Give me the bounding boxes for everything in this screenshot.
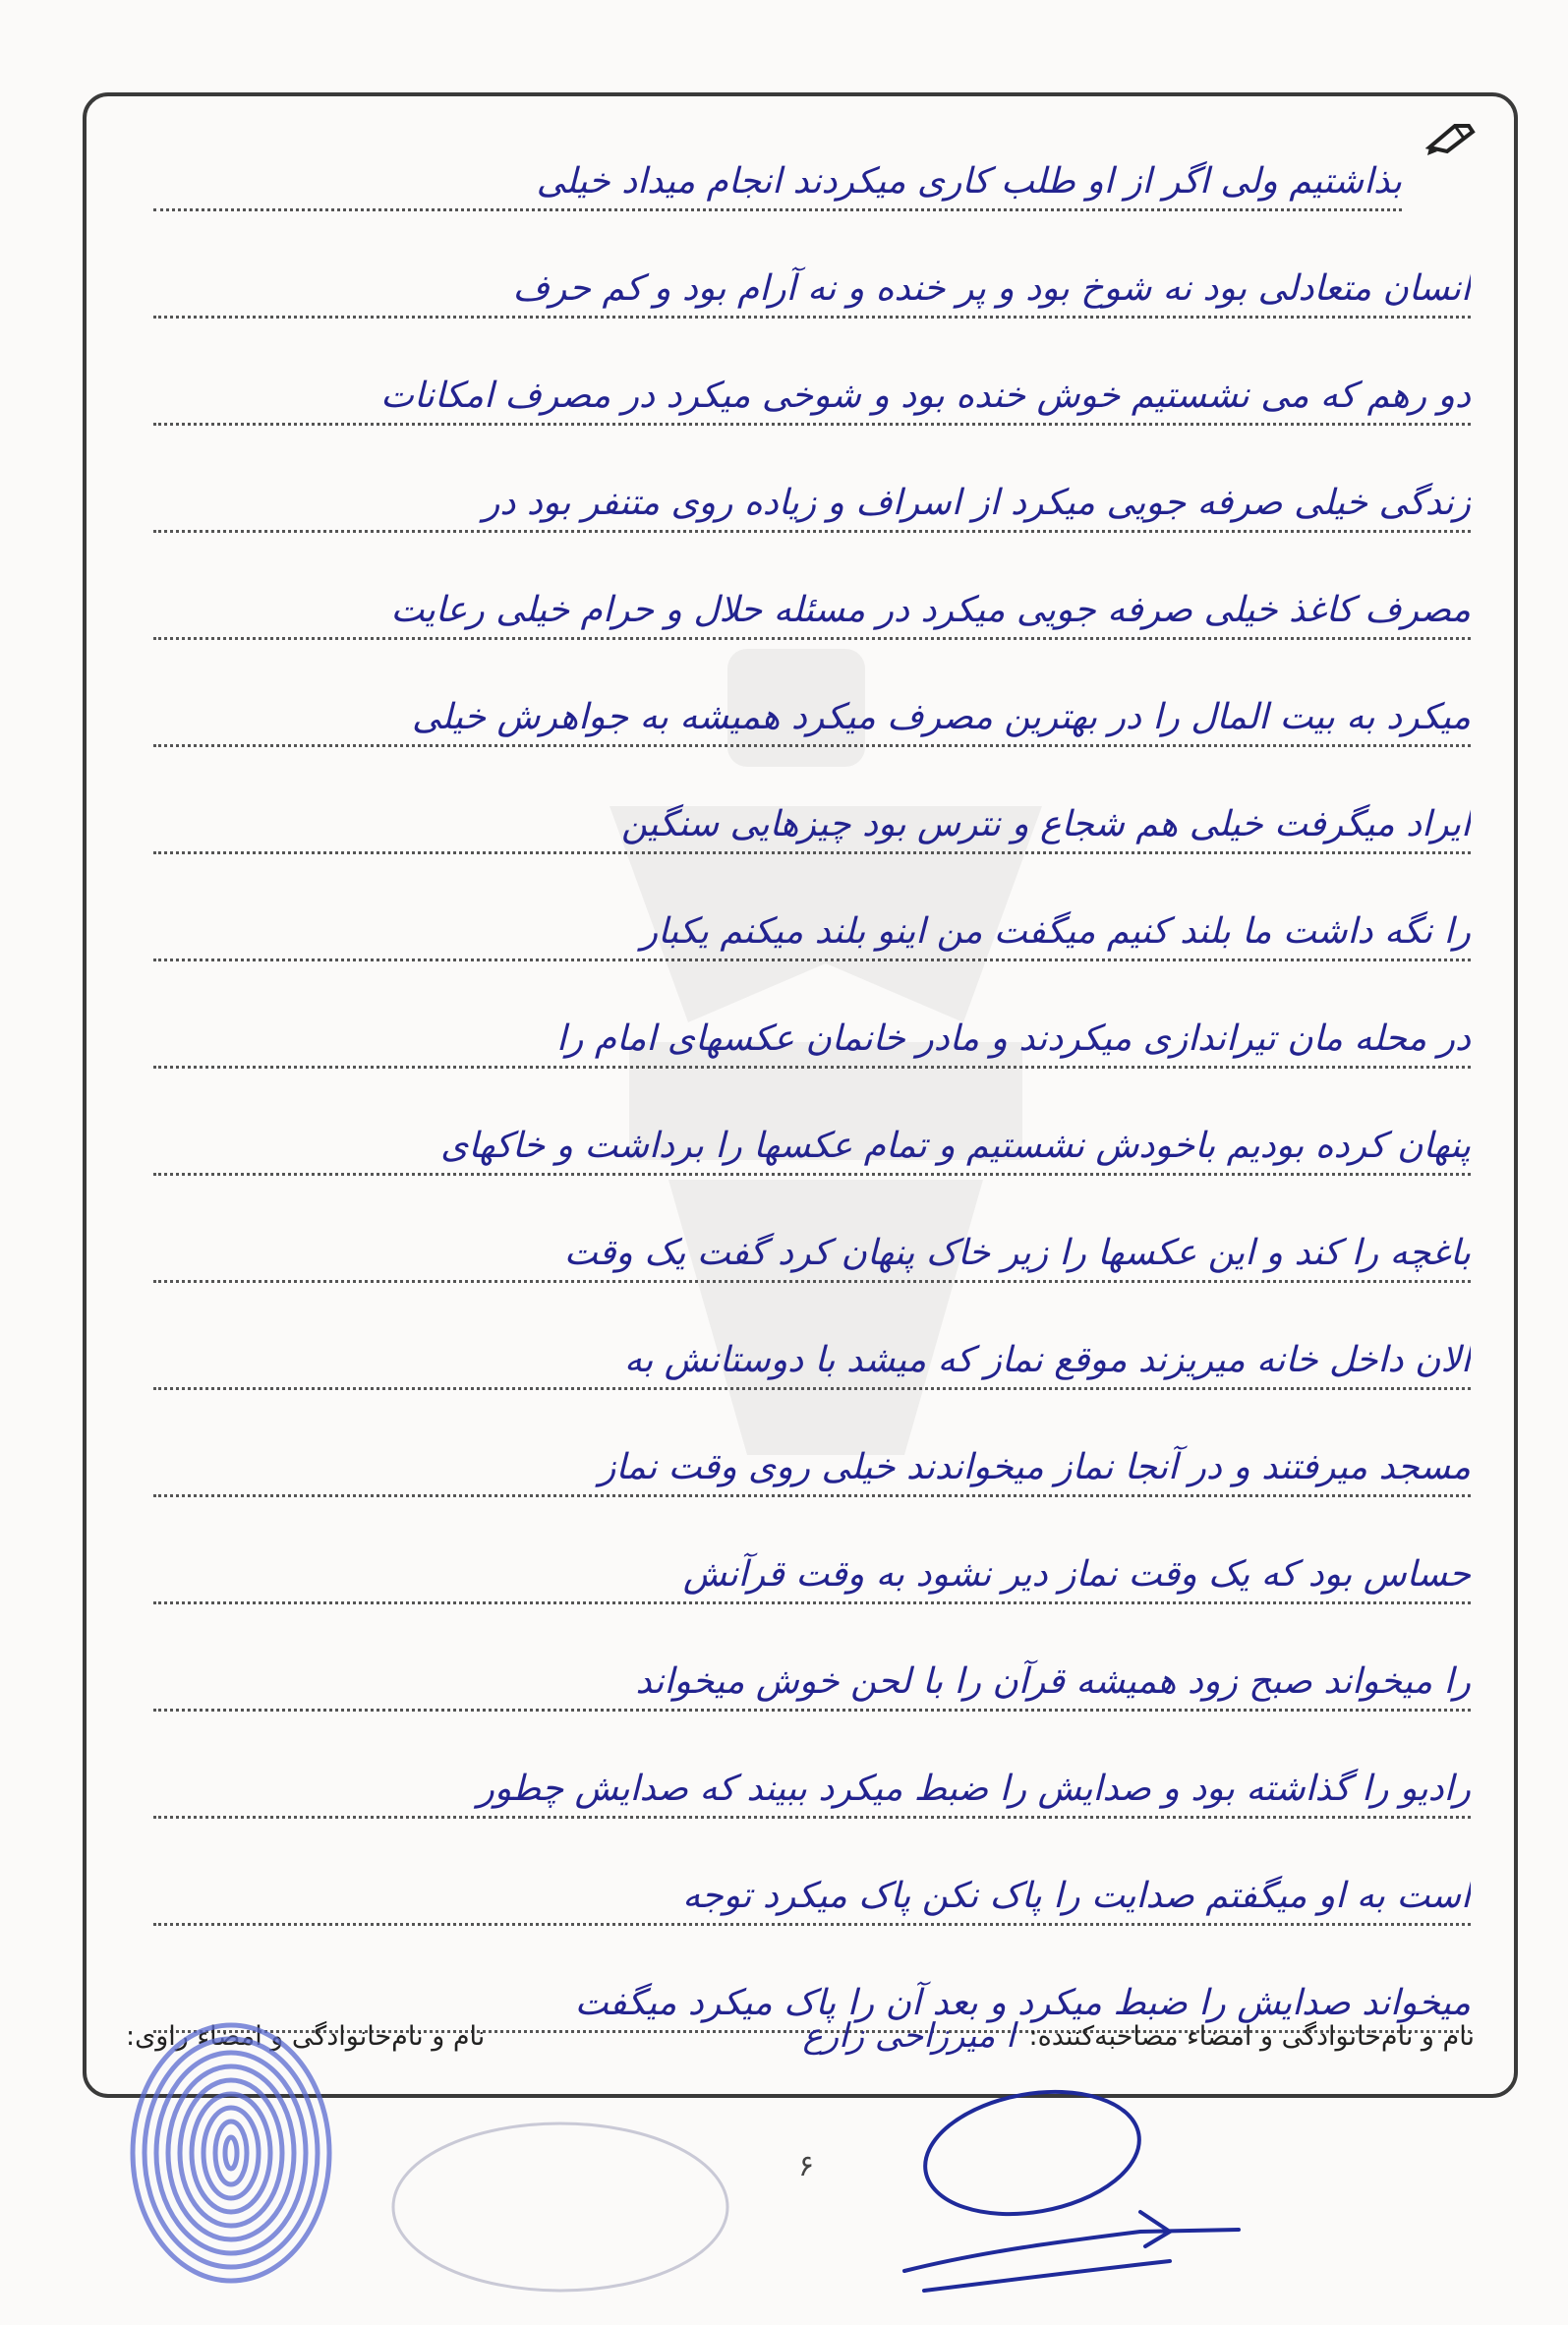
line-text: الان داخل خانه میریزند موقع نماز که میشد با دوستانش به xyxy=(624,1340,1471,1380)
handwritten-line xyxy=(114,126,1471,233)
line-text: میکرد به بیت المال را در بهترین مصرف میکرد همیشه به جواهرش خیلی xyxy=(412,697,1471,737)
line-text: را میخواند صبح زود همیشه قرآن را با لحن خوش میخواند xyxy=(635,1661,1471,1702)
dotted-rule xyxy=(153,1601,1471,1604)
line-text: انسان متعادلی بود نه شوخ بود و پر خنده و نه آرام بود و کم حرف xyxy=(512,268,1471,309)
handwritten-line xyxy=(114,1840,1471,1947)
dotted-rule xyxy=(153,959,1471,961)
dotted-rule xyxy=(153,1066,1471,1069)
dotted-rule xyxy=(153,637,1471,640)
dotted-rule xyxy=(153,1280,1471,1283)
dotted-rule xyxy=(153,1173,1471,1176)
handwritten-line xyxy=(114,769,1471,876)
dotted-rule xyxy=(153,851,1471,854)
dotted-rule xyxy=(153,208,1402,211)
handwritten-line xyxy=(114,447,1471,554)
line-text: میخواند صدایش را ضبط میکرد و بعد آن را پاک میکرد میگفت xyxy=(574,1983,1471,2023)
fingerprint-icon xyxy=(118,2005,344,2291)
dotted-rule xyxy=(153,744,1471,747)
interviewer-label: نام و نام‌خانوادگی و امضاء مصاحبه‌کننده: xyxy=(1028,2020,1475,2052)
line-text: حساس بود که یک وقت نماز دیر نشود به وقت قرآنش xyxy=(682,1554,1471,1595)
handwritten-line xyxy=(114,1305,1471,1412)
handwritten-line xyxy=(114,1626,1471,1733)
line-text: زندگی خیلی صرفه جویی میکرد از اسراف و زیاده روی متنفر بود در xyxy=(482,483,1471,523)
handwritten-line xyxy=(114,554,1471,662)
dotted-rule xyxy=(153,316,1471,319)
handwritten-line xyxy=(114,340,1471,447)
dotted-rule xyxy=(153,1387,1471,1390)
stamp-outline xyxy=(383,2114,737,2300)
handwritten-line xyxy=(114,662,1471,769)
handwritten-line xyxy=(114,1197,1471,1305)
line-text: رادیو را گذاشته بود و صدایش را ضبط میکرد ببیند که صدایش چطور xyxy=(477,1769,1471,1809)
line-text: در محله مان تیراندازی میکردند و مادر خانمان عکسهای امام را xyxy=(555,1018,1471,1059)
dotted-rule xyxy=(153,423,1471,426)
line-text: بذاشتیم ولی اگر از او طلب کاری میکردند انجام میداد خیلی xyxy=(536,161,1402,202)
dotted-rule xyxy=(153,1816,1471,1819)
handwritten-line xyxy=(114,1733,1471,1840)
line-text: پنهان کرده بودیم باخودش نشستیم و تمام عکسها را برداشت و خاکهای xyxy=(440,1126,1471,1166)
interviewer-name: ا میرزاحی زارع xyxy=(802,2016,1016,2056)
interviewer-signature-field xyxy=(802,2016,1475,2056)
handwritten-lines xyxy=(114,126,1471,2055)
handwritten-line xyxy=(114,1412,1471,1519)
dotted-rule xyxy=(153,1709,1471,1712)
line-text: دو رهم که می نشستیم خوش خنده بود و شوخی میکرد در مصرف امکانات xyxy=(380,376,1471,416)
dotted-rule xyxy=(153,1923,1471,1926)
handwritten-line xyxy=(114,233,1471,340)
handwritten-line xyxy=(114,1519,1471,1626)
narrator-label: نام و نام‌خانوادگی و امضاء راوی: xyxy=(126,2020,486,2052)
dotted-rule xyxy=(153,1494,1471,1497)
line-text: ایراد میگرفت خیلی هم شجاع و نترس بود چیزهایی سنگین xyxy=(620,804,1471,844)
handwritten-line xyxy=(114,983,1471,1090)
signature-icon xyxy=(845,2084,1258,2320)
dotted-rule xyxy=(153,530,1471,533)
handwritten-line xyxy=(114,876,1471,983)
handwritten-text-frame xyxy=(83,92,1518,2098)
line-text: را نگه داشت ما بلند کنیم میگفت من اینو بلند میکنم یکبار xyxy=(640,911,1471,952)
line-text: باغچه را کند و این عکسها را زیر خاک پنهان کرد گفت یک وقت xyxy=(563,1233,1471,1273)
line-text: است به او میگفتم صدایت را پاک نکن پاک میکرد توجه xyxy=(682,1876,1471,1916)
line-text: مسجد میرفتند و در آنجا نماز میخواندند خیلی روی وقت نماز xyxy=(599,1447,1471,1487)
handwritten-line xyxy=(114,1090,1471,1197)
page-number: ۶ xyxy=(798,2149,815,2183)
line-text: مصرف کاغذ خیلی صرفه جویی میکرد در مسئله حلال و حرام خیلی رعایت xyxy=(390,590,1471,630)
